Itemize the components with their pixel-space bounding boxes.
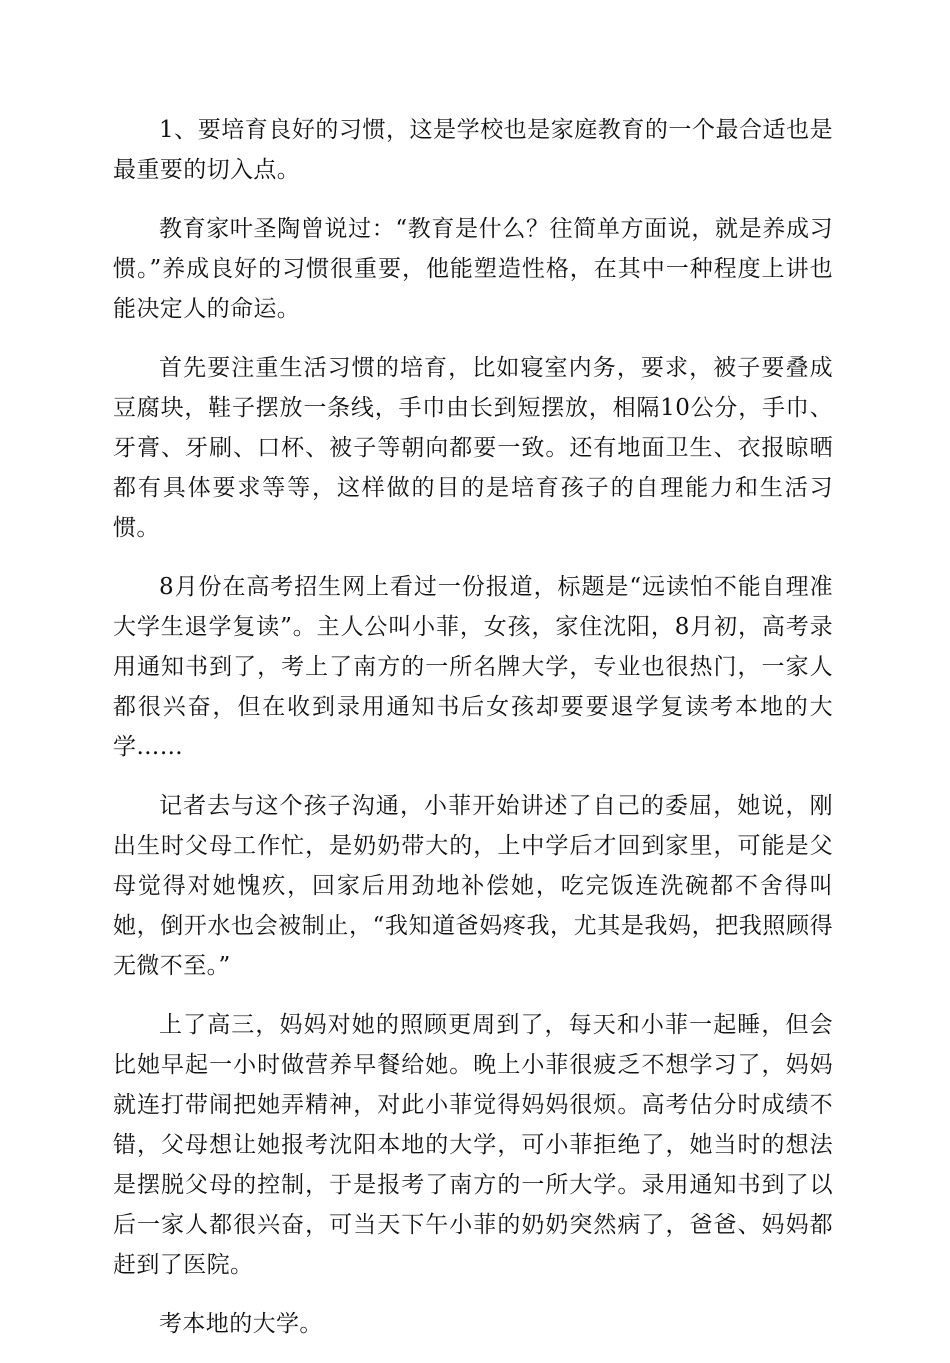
paragraph-ye-shengtao-quote: 教育家叶圣陶曾说过：“教育是什么？往简单方面说，就是养成习惯。”养成良好的习惯很重要，他能塑造性格，在其中一种程度上讲也能决定人的命运。 <box>113 216 833 322</box>
document-body <box>113 110 833 1363</box>
paragraph-habits-intro: 1、要培育良好的习惯，这是学校也是家庭教育的一个最合适也是最重要的切入点。 <box>113 117 833 183</box>
paragraph-reporter-interview: 记者去与这个孩子沟通，小菲开始讲述了自己的委屈，她说，刚出生时父母工作忙，是奶奶带大的，上中学后才回到家里，可能是父母觉得对她愧疚，回家后用劲地补偿她，吃完饭连洗碗都不舍得叫她，倒开水也会被制止，“我知道爸妈疼我，尤其是我妈，把我照顾得无微不至。” <box>113 793 833 979</box>
paragraph-living-habits: 首先要注重生活习惯的培育，比如寝室内务，要求，被子要叠成豆腐块，鞋子摆放一条线，手巾由长到短摆放，相隔10公分，手巾、牙膏、牙刷、口杯、被子等朝向都要一致。还有地面卫生、衣报晾晒都有具体要求等等，这样做的目的是培育孩子的自理能力和生活习惯。 <box>113 355 833 541</box>
paragraph-news-report: 8月份在高考招生网上看过一份报道，标题是“远读怕不能自理准大学生退学复读”。主人公叫小菲，女孩，家住沈阳，8月初，高考录用通知书到了，考上了南方的一所名牌大学，专业也很热门，一家人都很兴奋，但在收到录用通知书后女孩却要要退学复读考本地的大学…… <box>113 574 833 760</box>
paragraph-senior-year: 上了高三，妈妈对她的照顾更周到了，每天和小菲一起睡，但会比她早起一小时做营养早餐给她。晚上小菲很疲乏不想学习了，妈妈就连打带闹把她弄精神，对此小菲觉得妈妈很烦。高考估分时成绩不错，父母想让她报考沈阳本地的大学，可小菲拒绝了，她当时的想法是摆脱父母的控制，于是报考了南方的一所大学。录用通知书到了以后一家人都很兴奋，可当天下午小菲的奶奶突然病了，爸爸、妈妈都赶到了医院。 <box>113 1012 833 1278</box>
paragraph-local-university: 考本地的大学。 <box>159 1311 323 1337</box>
